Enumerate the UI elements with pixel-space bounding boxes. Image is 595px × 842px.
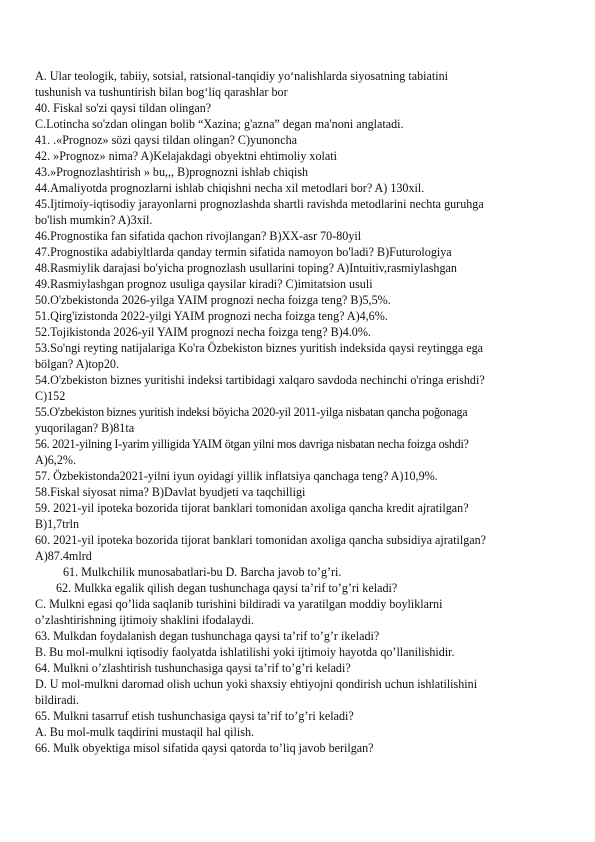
text-line: 66. Mulk obyektiga misol sifatida qaysi qatorda to’liq javob berilgan? bbox=[35, 741, 374, 755]
text-line: bölgan? A)top20. bbox=[35, 357, 119, 371]
text-line: B)1,7trln bbox=[35, 517, 80, 531]
text-line: 51.Qirg'izistonda 2022-yilgi YAIM prognozi necha foizga teng? A)4,6%. bbox=[35, 309, 388, 323]
text-line: A. Bu mol-mulk taqdirini mustaqil hal qilish. bbox=[35, 725, 255, 739]
text-line: 52.Tojikistonda 2026-yil YAIM prognozi necha foizga teng? B)4.0%. bbox=[35, 325, 371, 339]
text-line: 50.O'zbekistonda 2026-yilga YAIM prognozi necha foizga teng? B)5,5%. bbox=[35, 293, 391, 307]
text-line: 62. Mulkka egalik qilish degan tushunchaga qaysi ta’rif to’g’ri keladi? bbox=[56, 581, 398, 595]
text-line: 58.Fiskal siyosat nima? B)Davlat byudjeti va taqchilligi bbox=[35, 485, 306, 499]
text-line: 56. 2021-yilning I-yarim yilligida YAIM ötgan yilni mos davriga nisbatan necha foizga oshdi? bbox=[35, 437, 469, 451]
text-line: 60. 2021-yil ipoteka bozorida tijorat banklari tomonidan axoliga qancha subsidiya ajratilgan? bbox=[35, 533, 487, 547]
text-line: 46.Prognostika fan sifatida qachon rivojlangan? B)XX-asr 70-80yil bbox=[35, 229, 362, 243]
text-line: bo'lish mumkin? A)3xil. bbox=[35, 213, 153, 227]
text-line: 65. Mulkni tasarruf etish tushunchasiga qaysi ta’rif to’g’ri keladi? bbox=[35, 709, 354, 723]
text-line: C)152 bbox=[35, 389, 66, 403]
text-line: o’zlashtirishning ijtimoiy shaklini ifodalaydi. bbox=[35, 613, 255, 627]
text-line: 45.Ijtimoiy-iqtisodiy jarayonlarni prognozlashda shartli ravishda metodlarini nechta guruhga bbox=[35, 197, 484, 211]
text-line: B. Bu mol-mulkni iqtisodiy faolyatda ishlatilishi yoki ijtimoiy hayotda qo’llanilishidir. bbox=[35, 645, 455, 659]
text-line: 64. Mulkni o’zlashtirish tushunchasiga qaysi ta’rif to’g’ri keladi? bbox=[35, 661, 351, 675]
text-line: 43.»Prognozlashtirish » bu,,, B)prognozni ishlab chiqish bbox=[35, 165, 309, 179]
text-line: D. U mol-mulkni daromad olish uchun yoki shaxsiy ehtiyojni qondirish uchun ishlatilishini bbox=[35, 677, 478, 691]
text-line: 40. Fiskal so'zi qaysi tildan olingan? bbox=[35, 101, 212, 115]
text-line: 48.Rasmiylik darajasi bo'yicha prognozlash usullarini toping? A)Intuitiv,rasmiylashgan bbox=[35, 261, 457, 275]
text-line: 41. .«Prognoz» sözi qaysi tildan olingan? C)yunoncha bbox=[35, 133, 297, 147]
text-line: 59. 2021-yil ipoteka bozorida tijorat banklari tomonidan axoliga qancha kredit ajratilgan? bbox=[35, 501, 469, 515]
text-line: 61. Mulkchilik munosabatlari-bu D. Barcha javob to’g’ri. bbox=[63, 565, 342, 579]
text-line: 54.O'zbekiston biznes yuritishi indeksi tartibidagi xalqaro savdoda nechinchi o'ringa erishdi? bbox=[35, 373, 485, 387]
text-line: 53.So'ngi reyting natijalariga Ko'ra Özbekiston biznes yuritish indeksida qaysi reytingga ega bbox=[35, 341, 484, 355]
text-line: 44.Amaliyotda prognozlarni ishlab chiqishni necha xil metodlari bor? A) 130xil. bbox=[35, 181, 425, 195]
text-line: C.Lotincha so'zdan olingan bolib “Xazina; g'azna” degan ma'noni anglatadi. bbox=[35, 117, 404, 131]
text-line: A)87.4mlrd bbox=[35, 549, 92, 563]
text-line: yuqorilagan? B)81ta bbox=[35, 421, 135, 435]
text-line: 57. Özbekistonda2021-yilni iyun oyidagi yillik inflatsiya qanchaga teng? A)10,9%. bbox=[35, 469, 438, 483]
text-line: 63. Mulkdan foydalanish degan tushunchaga qaysi ta’rif to’g’r ikeladi? bbox=[35, 629, 380, 643]
text-line: C. Mulkni egasi qo’lida saqlanib turishini bildiradi va yaratilgan moddiy boyliklarni bbox=[35, 597, 443, 611]
text-line: A)6,2%. bbox=[35, 453, 76, 467]
text-line: 55.O'zbekiston biznes yuritish indeksi böyicha 2020-yil 2011-yilga nisbatan qancha poğonaga bbox=[35, 405, 468, 419]
text-line: A. Ular teologik, tabiiy, sotsial, ratsional-tanqidiy yo‘nalishlarda siyosatning tabiatini bbox=[35, 69, 449, 83]
text-line: 47.Prognostika adabiyltlarda qanday termin sifatida namoyon bo'ladi? B)Futurologiya bbox=[35, 245, 452, 259]
text-line: bildiradi. bbox=[35, 693, 79, 707]
text-line: tushunish va tushuntirish bilan bog‘liq qarashlar bor bbox=[35, 85, 288, 99]
text-line: 49.Rasmiylashgan prognoz usuliga qaysilar kiradi? C)imitatsion usuli bbox=[35, 277, 373, 291]
text-line: 42. »Prognoz» nima? A)Kelajakdagi obyektni ehtimoliy xolati bbox=[35, 149, 337, 163]
